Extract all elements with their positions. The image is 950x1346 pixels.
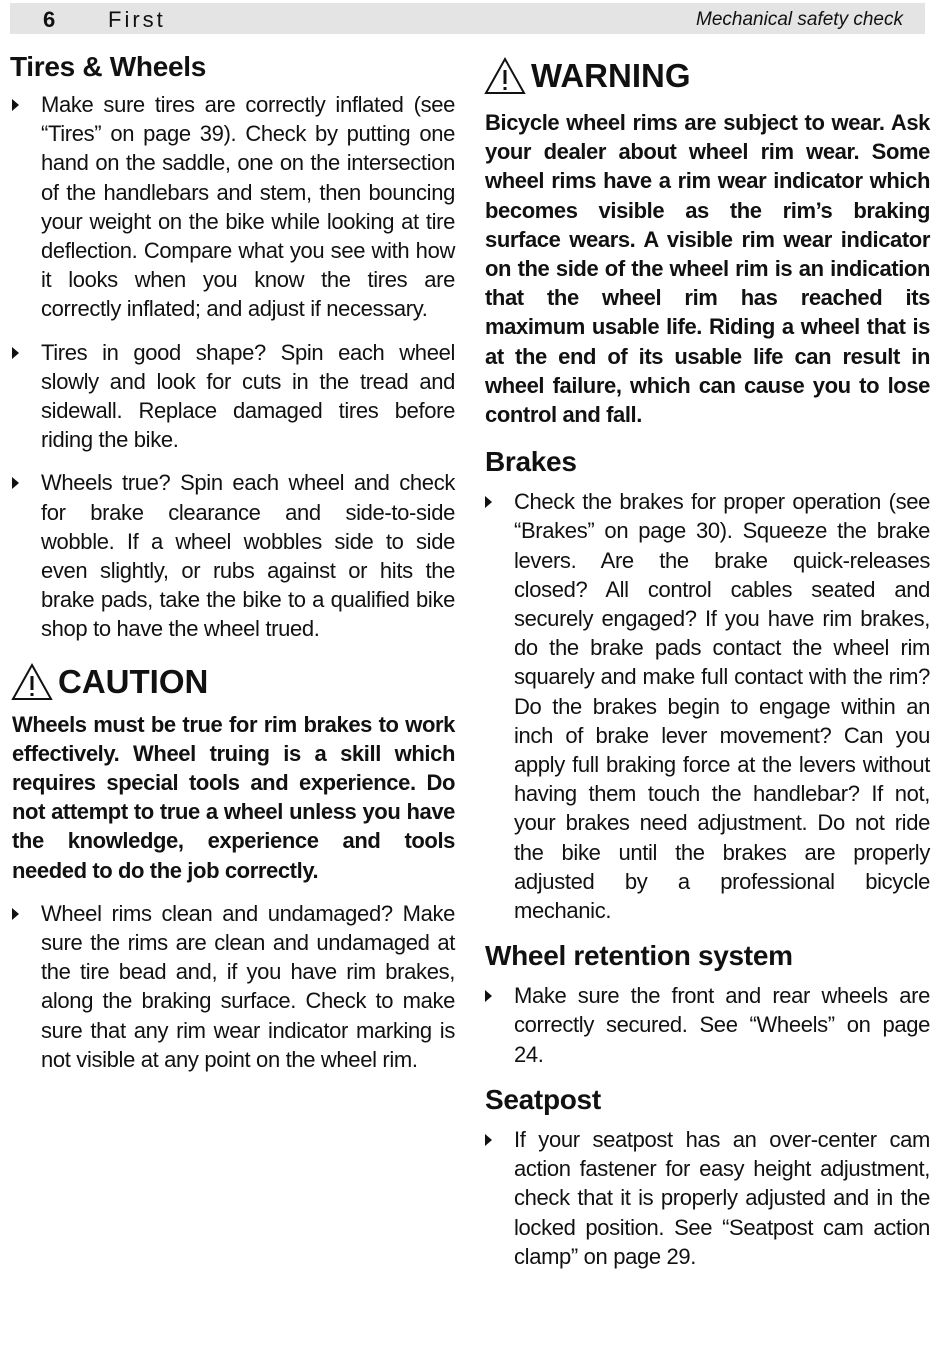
bullet-item: If your seatpost has an over-center cam action fastener for easy height adjustment, check that it is properly adjusted and in the locked position. See “Seatpost cam action clamp” on page 29. xyxy=(483,1125,930,1271)
bullet-item: Make sure tires are correctly inflated (see “Tires” on page 39). Check by putting one hand on the saddle, one on the intersection of the handlebars and stem, then bouncing your weight on the bike while looking at tire deflection. Compare what you see with how it looks when you know the tires are correctly inflated; and adjust if necessary. xyxy=(10,90,455,324)
wheel-retention-heading: Wheel retention system xyxy=(485,940,793,972)
seatpost-heading: Seatpost xyxy=(485,1083,601,1115)
chapter-title: First xyxy=(108,7,166,32)
bullet-item: Tires in good shape? Spin each wheel slowly and look for cuts in the tread and sidewall. Replace damaged tires before riding the bike. xyxy=(10,338,455,455)
section-title: Mechanical safety check xyxy=(696,9,903,30)
left-column xyxy=(10,50,455,1074)
right-column xyxy=(483,56,930,1271)
bullet-triangle-icon xyxy=(12,908,19,920)
bullet-triangle-icon xyxy=(485,1134,492,1146)
warning-heading: WARNING xyxy=(483,56,930,96)
bullet-item: Wheels true? Spin each wheel and check for brake clearance and side-to-side wobble. If a wheel wobbles side to side even slightly, or rubs against or hits the brake pads, take the bike to a qualified bike shop to have the wheel trued. xyxy=(10,468,455,643)
brakes-heading: Brakes xyxy=(485,446,577,478)
bullet-triangle-icon xyxy=(485,990,492,1002)
warning-text: Bicycle wheel rims are subject to wear. Ask your dealer about wheel rim wear. Some wheel rims have a rim wear indicator which becomes visible as the rim’s braking surface wears. A visible rim wear indicator on the side of the wheel rim is an indication that the wheel rim has reached its maximum usable life. Riding a wheel that is at the end of its usable life can result in wheel failure, which can cause you to lose control and fall. xyxy=(485,110,930,428)
warning-triangle-icon xyxy=(10,662,54,702)
section-heading: Tires & Wheels xyxy=(10,51,207,82)
bullet-triangle-icon xyxy=(12,477,19,489)
bullet-item: Check the brakes for proper operation (see “Brakes” on page 30). Squeeze the brake levers. Are the brake quick-releases closed? All control cables seated and securely engaged? If you have rim brakes, do the brake pads contact the wheel rim squarely and make full contact with the rim? Do the brakes begin to engage within an inch of brake lever movement? Can you apply full braking force at the levers without having them touch the handlebar? If not, your brakes need adjustment. Do not ride the bike until the brakes are properly adjusted by a professional bicycle mechanic. xyxy=(483,487,930,925)
bullet-triangle-icon xyxy=(12,99,19,111)
bullet-triangle-icon xyxy=(485,496,492,508)
bullet-item: Make sure the front and rear wheels are correctly secured. See “Wheels” on page 24. xyxy=(483,981,930,1069)
page-number: 6 xyxy=(43,7,56,32)
bullet-triangle-icon xyxy=(12,347,19,359)
caution-text: Wheels must be true for rim brakes to work effectively. Wheel truing is a skill which requires special tools and experience. Do not attempt to true a wheel unless you have the knowledge, experience and tools needed to do the job correctly. xyxy=(12,711,455,883)
warning-triangle-icon xyxy=(483,56,527,96)
caution-heading: CAUTION xyxy=(10,662,455,702)
bullet-item: Wheel rims clean and undamaged? Make sure the rims are clean and undamaged at the tire bead and, if you have rim brakes, along the braking surface. Check to make sure that any rim wear indicator marking is not visible at any point on the wheel rim. xyxy=(10,899,455,1074)
page-header xyxy=(10,3,925,34)
